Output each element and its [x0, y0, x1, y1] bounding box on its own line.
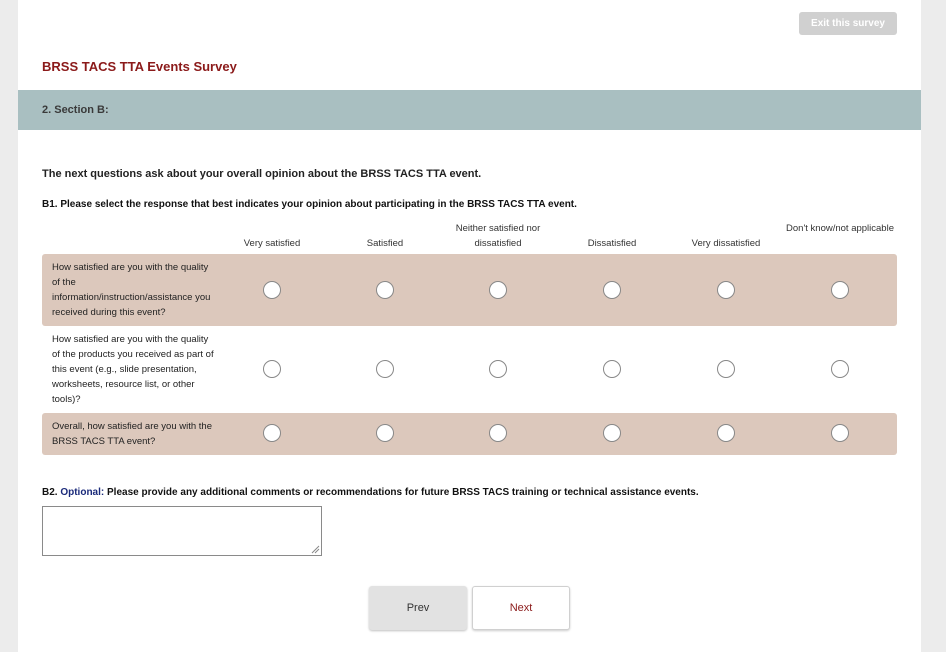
radio-dont-know[interactable] — [831, 424, 849, 442]
radio-satisfied[interactable] — [376, 360, 394, 378]
column-header-very-satisfied: Very satisfied — [243, 238, 301, 249]
radio-very-satisfied[interactable] — [263, 424, 281, 442]
column-header-satisfied: Satisfied — [366, 238, 404, 249]
resize-grip-icon[interactable] — [310, 544, 320, 554]
radio-satisfied[interactable] — [376, 281, 394, 299]
comments-textarea[interactable] — [42, 506, 322, 556]
radio-satisfied[interactable] — [376, 424, 394, 442]
intro-text: The next questions ask about your overall opinion about the BRSS TACS TTA event. — [42, 168, 482, 180]
row-label: Overall, how satisfied are you with the BRSS TACS TTA event? — [52, 421, 212, 447]
next-button[interactable]: Next — [472, 586, 570, 630]
survey-page — [18, 0, 921, 652]
question-b2-text: Please provide any additional comments or recommendations for future BRSS TACS training or technical assistance events. — [107, 487, 699, 498]
exit-survey-button[interactable]: Exit this survey — [799, 12, 897, 35]
section-header — [18, 90, 921, 130]
radio-very-satisfied[interactable] — [263, 281, 281, 299]
optional-label: Optional: — [60, 487, 105, 498]
column-header-dissatisfied: Dissatisfied — [587, 238, 637, 249]
radio-dissatisfied[interactable] — [603, 281, 621, 299]
radio-dont-know[interactable] — [831, 360, 849, 378]
matrix-row-quality-info — [42, 254, 897, 326]
question-b2 — [42, 487, 699, 498]
section-title: 2. Section B: — [42, 104, 109, 116]
radio-very-satisfied[interactable] — [263, 360, 281, 378]
radio-very-dissatisfied[interactable] — [717, 360, 735, 378]
matrix-row-quality-products — [42, 326, 897, 413]
radio-neither[interactable] — [489, 281, 507, 299]
radio-dont-know[interactable] — [831, 281, 849, 299]
row-label: How satisfied are you with the quality of the information/instruction/assistance you received during this event? — [52, 262, 211, 318]
question-b1: B1. Please select the response that best indicates your opinion about participating in the BRSS TACS TTA event. — [42, 199, 577, 210]
column-header-very-dissatisfied: Very dissatisfied — [691, 238, 761, 249]
radio-dissatisfied[interactable] — [603, 424, 621, 442]
radio-very-dissatisfied[interactable] — [717, 424, 735, 442]
survey-title: BRSS TACS TTA Events Survey — [42, 59, 237, 74]
question-b2-prefix: B2. — [42, 487, 58, 498]
prev-button[interactable]: Prev — [369, 586, 467, 630]
radio-neither[interactable] — [489, 424, 507, 442]
column-header-neither: Neither satisfied nor dissatisfied — [455, 223, 541, 249]
radio-neither[interactable] — [489, 360, 507, 378]
column-header-dont-know: Don't know/not applicable — [786, 223, 894, 234]
matrix-row-overall — [42, 413, 897, 455]
radio-very-dissatisfied[interactable] — [717, 281, 735, 299]
radio-dissatisfied[interactable] — [603, 360, 621, 378]
row-label: How satisfied are you with the quality of the products you received as part of this event (e.g., slide presentation, worksheets, resource list, or other tools)? — [52, 334, 214, 405]
